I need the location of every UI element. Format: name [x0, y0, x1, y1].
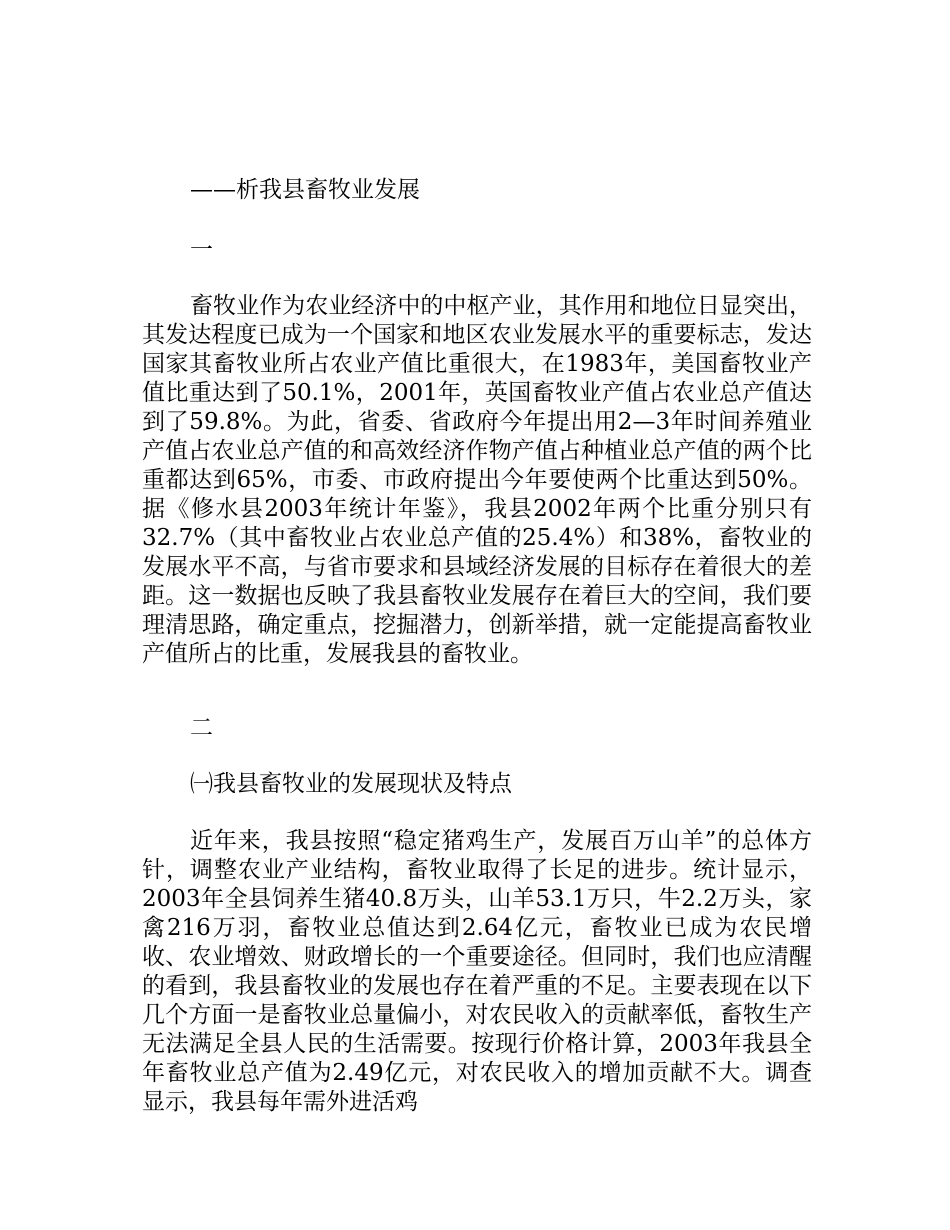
section-number-two: 二 — [190, 715, 213, 741]
paragraph-intro: 畜牧业作为农业经济中的中枢产业，其作用和地位日显突出，其发达程度已成为一个国家和地区农业发展水平的重要标志，发达国家其畜牧业所占农业产值比重很大，在1983年，美国畜牧业产值比重达到了50.1%，2001年，英国畜牧业产值占农业总产值达到了59.8%。为此，省委、省政府今年提出用2—3年时间养殖业产值占农业总产值的和高效经济作物产值占种植业总产值的两个比重都达到65%，市委、市政府提出今年要使两个比重达到50%。据《修水县2003年统计年鉴》，我县2002年两个比重分别只有32.7%（其中畜牧业占农业总产值的25.4%）和38%，畜牧业的发展水平不高，与省市要求和县域经济发展的目标存在着很大的差距。这一数据也反映了我县畜牧业发展存在着巨大的空间，我们要理清思路，确定重点，挖掘潜力，创新举措，就一定能提高畜牧业产值所占的比重，发展我县的畜牧业。 — [142, 293, 812, 667]
subsection-heading: ㈠我县畜牧业的发展现状及特点 — [190, 771, 512, 797]
document-subtitle: ——析我县畜牧业发展 — [190, 177, 420, 203]
paragraph-status: 近年来，我县按照“稳定猪鸡生产，发展百万山羊”的总体方针，调整农业产业结构，畜牧业取得了长足的进步。统计显示，2003年全县饲养生猪40.8万头，山羊53.1万只，牛2.2万头，家禽216万羽，畜牧业总值达到2.64亿元，畜牧业已成为农民增收、农业增效、财政增长的一个重要途径。但同时，我们也应清醒的看到，我县畜牧业的发展也存在着严重的不足。主要表现在以下几个方面一是畜牧业总量偏小，对农民收入的贡献率低，畜牧生产无法满足全县人民的生活需要。按现行价格计算，2003年我县全年畜牧业总产值为2.49亿元，对农民收入的增加贡献不大。调查显示，我县每年需外进活鸡 — [142, 828, 812, 1115]
section-number-one: 一 — [190, 237, 213, 263]
